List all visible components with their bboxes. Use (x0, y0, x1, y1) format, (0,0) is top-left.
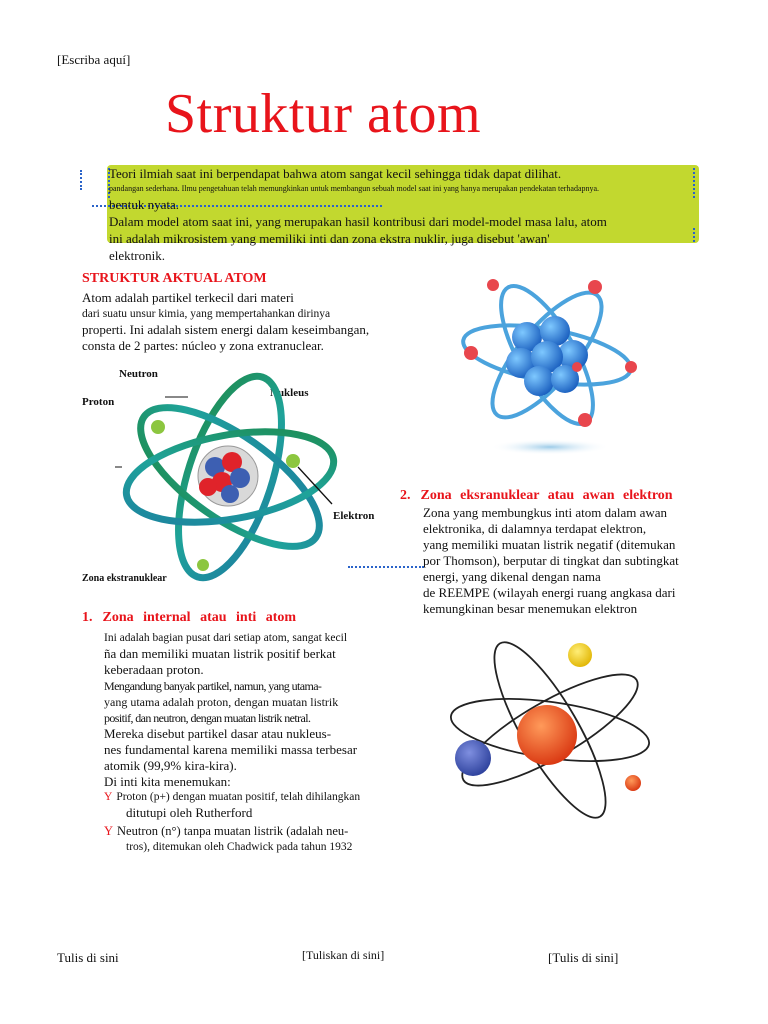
electron-particle (151, 420, 165, 434)
text-line: Mengandung banyak partikel, namun, yang utama- (104, 679, 322, 693)
bullet: Y (104, 791, 113, 803)
neutron-particle (230, 468, 250, 488)
nucleon (524, 366, 554, 396)
electron-particle (572, 362, 582, 372)
text-line: energi, yang dikenal dengan nama (423, 569, 601, 584)
electron-particle (578, 413, 592, 427)
electron-particle (464, 346, 478, 360)
electron-particle (286, 454, 300, 468)
bullet: Y (104, 824, 114, 838)
section-title: Zona internal atau inti atom (102, 610, 297, 625)
text-line: atomik (99,9% kira-kira). (104, 758, 237, 773)
page-title: Struktur atom (165, 83, 482, 145)
electron-particle (487, 279, 499, 291)
text-line: elektronika, di dalamnya terdapat elektron, (423, 521, 647, 536)
text-line: kemungkinan besar menemukan elektron (423, 601, 638, 616)
list-item (104, 823, 396, 839)
intro-line: bentuk nyata. (109, 197, 180, 212)
nucleus (517, 705, 577, 765)
intro-line: ini adalah mikrosistem yang memiliki inti dan zona ekstra nuklir, juga disebut 'awan' (109, 231, 550, 246)
list-item (104, 789, 396, 805)
dotted-marker (348, 566, 424, 568)
intro-line: elektronik. (109, 248, 165, 263)
header-left: [Escriba aquí] (57, 52, 131, 67)
label-zona: Zona ekstranuklear (82, 573, 167, 584)
structure-paragraph (82, 290, 400, 354)
electron-particle (625, 361, 637, 373)
section2-heading (400, 488, 715, 504)
text-line: de REEMPE (wilayah energi ruang angkasa dari (423, 585, 676, 600)
label-elektron: Elektron (333, 510, 375, 522)
atom-diagram (110, 372, 350, 592)
text-line: por Thomson), berputar di tingkat dan subtingkat (423, 553, 679, 568)
electron-particle (455, 740, 491, 776)
intro-paragraph (109, 165, 709, 264)
intro-line: Teori ilmiah saat ini berpendapat bahwa atom sangat kecil sehingga tidak dapat dilihat. (109, 166, 562, 181)
footer-center: [Tuliskan di sini] (302, 948, 385, 962)
nucleus-list (104, 789, 396, 855)
electron-particle (625, 775, 641, 791)
structure-heading: STRUKTUR AKTUAL ATOM (82, 271, 267, 286)
footer-left: Tulis di sini (57, 950, 119, 965)
text-line: Mereka disebut partikel dasar atau nukleus- (104, 726, 332, 741)
electron-particle (197, 559, 209, 571)
list-text: Neutron (n°) tanpa muatan listrik (adalah neu- (117, 824, 349, 838)
list-text: ditutupi oleh Rutherford (126, 805, 253, 820)
electron-particle (588, 280, 602, 294)
section1-paragraph (104, 630, 394, 790)
text-line: Zona yang membungkus inti atom dalam awan (423, 505, 668, 520)
text-line: properti. Ini adalah sistem energi dalam keseimbangan, (82, 322, 370, 337)
proton-particle (199, 478, 217, 496)
label-nukleus: Nukleus (270, 387, 309, 399)
label-proton: Proton (82, 396, 115, 408)
footer-right: [Tulis di sini] (548, 950, 619, 965)
text-line: keberadaan proton. (104, 662, 204, 677)
text-line: Atom adalah partikel terkecil dari materi (82, 290, 294, 305)
intro-line: pandangan sederhana. Ilmu pengetahuan telah memungkinkan untuk membangun sebuah model saat ini yang hanya merupakan pendekatan terhadapnya. (109, 184, 600, 193)
text-line: nes fundamental karena memiliki massa terbesar (104, 742, 358, 757)
text-line: yang memiliki muatan listrik negatif (ditemukan (423, 537, 676, 552)
section-title: Zona eksranuklear atau awan elektron (420, 488, 673, 503)
section-number: 2. (400, 488, 411, 503)
section2-paragraph (423, 505, 723, 617)
section-number: 1. (82, 610, 93, 625)
dotted-marker (80, 170, 82, 190)
list-text: tros), ditemukan oleh Chadwick pada tahun 1932 (126, 841, 353, 853)
text-line: consta de 2 partes: núcleo y zona extranuclear. (82, 338, 324, 353)
text-line: dari suatu unsur kimia, yang mempertahankan dirinya (82, 308, 331, 320)
neutron-particle (221, 485, 239, 503)
text-line: ña dan memiliki muatan listrik positif berkat (104, 646, 336, 661)
atom-illustration-blue (455, 275, 645, 460)
label-neutron: Neutron (119, 368, 158, 380)
list-text: Proton (p+) dengan muatan positif, telah dihilangkan (116, 791, 361, 803)
text-line: Ini adalah bagian pusat dari setiap atom, sangat kecil (104, 632, 348, 644)
text-line: Di inti kita menemukan: (104, 774, 231, 789)
intro-line: Dalam model atom saat ini, yang merupakan hasil kontribusi dari model-model masa lalu, atom (109, 214, 607, 229)
section1-heading (82, 610, 342, 626)
text-line: positif, dan neutron, dengan muatan listrik netral. (104, 711, 311, 725)
electron-particle (568, 643, 592, 667)
text-line: yang utama adalah proton, dengan muatan listrik (104, 695, 339, 709)
shadow (490, 439, 610, 455)
atom-illustration-orange (445, 635, 655, 825)
